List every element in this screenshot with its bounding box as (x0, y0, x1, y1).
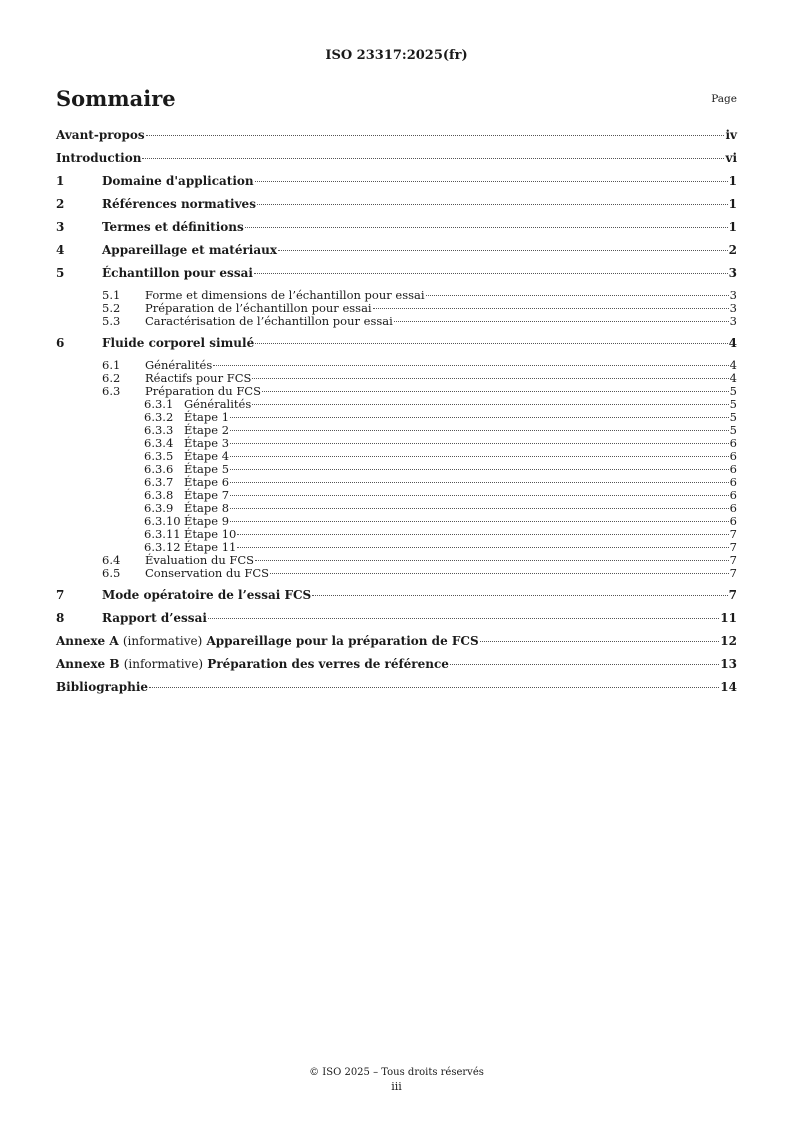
toc-entry[interactable] (56, 220, 737, 235)
toc-entry-number: 6.3.6 (144, 462, 174, 476)
dot-leader (252, 378, 728, 379)
dot-leader (245, 227, 728, 228)
toc-entry-page: 7 (729, 540, 737, 554)
toc-entry-title: Conservation du FCS (145, 566, 270, 580)
toc-entry-page: 6 (729, 436, 737, 450)
annex-title: Préparation des verres de référence (207, 657, 449, 671)
table-of-contents (56, 128, 737, 703)
toc-entry-title: Étape 6 (184, 475, 230, 489)
toc-entry-page: 1 (728, 197, 737, 211)
toc-entry-page: 4 (728, 336, 737, 350)
toc-entry-page: 1 (728, 174, 737, 188)
annex-label: Annexe B (56, 657, 120, 671)
toc-entry-page: 6 (729, 514, 737, 528)
dot-leader (237, 547, 728, 548)
toc-entry-number: 5.1 (102, 288, 121, 302)
dot-leader (262, 391, 729, 392)
document-id-header: ISO 23317:2025(fr) (325, 48, 468, 63)
dot-leader (394, 321, 729, 322)
toc-entry-title: Domaine d'application (102, 174, 254, 188)
toc-entry-title: Rapport d’essai (102, 611, 207, 625)
toc-entry-page: 3 (729, 314, 737, 328)
toc-entry-title: Préparation de l’échantillon pour essai (145, 301, 372, 315)
toc-entry-page: 7 (729, 566, 737, 580)
dot-leader (252, 404, 728, 405)
dot-leader (278, 250, 728, 251)
dot-leader (230, 469, 729, 470)
toc-entry-page: 12 (720, 634, 737, 648)
toc-entry[interactable] (56, 266, 737, 281)
toc-entry-number: 4 (56, 243, 65, 257)
toc-entry-number: 5.3 (102, 314, 121, 328)
dot-leader (146, 135, 725, 136)
toc-entry-title: Références normatives (102, 197, 256, 211)
dot-leader (255, 343, 727, 344)
toc-entry-number: 7 (56, 588, 65, 602)
toc-entry-title: Réactifs pour FCS (145, 371, 252, 385)
toc-entry-page: 6 (729, 449, 737, 463)
toc-entry[interactable] (56, 243, 737, 258)
toc-entry-number: 6.3.5 (144, 449, 174, 463)
dot-leader (208, 618, 719, 619)
dot-leader (255, 181, 728, 182)
toc-entry-number: 8 (56, 611, 65, 625)
toc-entry-number: 6.3 (102, 384, 121, 398)
toc-entry-page: 5 (729, 397, 737, 411)
toc-entry-page: 6 (729, 475, 737, 489)
toc-entry-title: Introduction (56, 151, 142, 165)
toc-entry-page: 4 (729, 358, 737, 372)
toc-entry-number: 6.3.10 (144, 514, 181, 528)
toc-entry-number: 6.3.2 (144, 410, 174, 424)
toc-entry-number: 6.5 (102, 566, 121, 580)
toc-entry[interactable] (56, 634, 737, 649)
toc-entry-title: Étape 3 (184, 436, 230, 450)
toc-entry-page: 6 (729, 501, 737, 515)
toc-entry-title: Étape 2 (184, 423, 230, 437)
toc-entry-title: Étape 5 (184, 462, 230, 476)
toc-entry-number: 6.3.9 (144, 501, 174, 515)
dot-leader (450, 664, 719, 665)
dot-leader (230, 508, 729, 509)
toc-entry-title: Évaluation du FCS (145, 553, 255, 567)
dot-leader (254, 273, 728, 274)
toc-entry-number: 6.4 (102, 553, 121, 567)
dot-leader (149, 687, 719, 688)
toc-entry-number: 6.3.3 (144, 423, 174, 437)
dot-leader (230, 443, 729, 444)
toc-entry[interactable] (56, 657, 737, 672)
toc-entry-number: 6.3.12 (144, 540, 181, 554)
dot-leader (480, 641, 720, 642)
toc-entry-page: 3 (729, 301, 737, 315)
toc-entry-number: 6.3.4 (144, 436, 174, 450)
dot-leader (230, 495, 729, 496)
toc-entry-number: 5.2 (102, 301, 121, 315)
toc-entry[interactable] (56, 197, 737, 212)
toc-entry-title: Avant-propos (56, 128, 145, 142)
toc-entry-number: 5 (56, 266, 65, 280)
toc-entry-title: Généralités (145, 358, 213, 372)
toc-entry-page: 7 (728, 588, 737, 602)
toc-entry-number: 6 (56, 336, 65, 350)
dot-leader (312, 595, 727, 596)
toc-entry-number: 1 (56, 174, 65, 188)
toc-entry-page: 4 (729, 371, 737, 385)
page-number: iii (391, 1080, 402, 1093)
toc-entry[interactable] (56, 151, 737, 166)
toc-entry-title: Étape 10 (184, 527, 237, 541)
toc-entry-number: 6.1 (102, 358, 121, 372)
toc-entry[interactable] (56, 336, 737, 351)
annex-title: Appareillage pour la préparation de FCS (206, 634, 479, 648)
dot-leader (230, 417, 729, 418)
toc-entry[interactable] (56, 680, 737, 695)
toc-entry-number: 3 (56, 220, 65, 234)
toc-entry-title: Étape 11 (184, 540, 237, 554)
toc-entry-title (56, 657, 449, 672)
toc-entry-title: Bibliographie (56, 680, 149, 694)
page-title: Sommaire (56, 86, 176, 111)
toc-entry-title: Généralités (184, 397, 252, 411)
page-footer (0, 1066, 793, 1094)
toc-entry-title: Étape 1 (184, 410, 230, 424)
toc-entry-page: 5 (729, 384, 737, 398)
toc-entry-page: 7 (729, 527, 737, 541)
dot-leader (230, 521, 729, 522)
toc-entry-page: 3 (728, 266, 737, 280)
dot-leader (373, 308, 729, 309)
toc-entry[interactable] (56, 588, 737, 603)
toc-entry-number: 6.3.11 (144, 527, 181, 541)
page-column-label: Page (711, 93, 737, 105)
toc-entry-title: Préparation du FCS (145, 384, 261, 398)
toc-entry-title: Mode opératoire de l’essai FCS (102, 588, 312, 602)
toc-entry-page: 13 (720, 657, 737, 671)
toc-entry-title: Appareillage et matériaux (102, 243, 278, 257)
toc-entry-title: Caractérisation de l’échantillon pour essai (145, 314, 393, 328)
toc-entry-number: 6.3.7 (144, 475, 174, 489)
toc-entry-page: 5 (729, 410, 737, 424)
toc-entry-title: Étape 9 (184, 514, 230, 528)
dot-leader (230, 456, 729, 457)
toc-entry[interactable] (56, 128, 737, 143)
toc-entry-page: iv (725, 128, 737, 142)
toc-entry-page: 6 (729, 462, 737, 476)
dot-leader (237, 534, 728, 535)
toc-entry[interactable] (56, 315, 737, 328)
toc-entry-title (56, 634, 479, 649)
dot-leader (142, 158, 724, 159)
toc-entry-page: vi (725, 151, 737, 165)
dot-leader (213, 365, 728, 366)
toc-entry-title: Étape 7 (184, 488, 230, 502)
dot-leader (270, 573, 729, 574)
toc-entry-title: Étape 4 (184, 449, 230, 463)
dot-leader (230, 430, 729, 431)
annex-note: (informative) (123, 657, 204, 671)
annex-note: (informative) (122, 634, 203, 648)
toc-entry-number: 2 (56, 197, 65, 211)
dot-leader (426, 295, 729, 296)
toc-entry-title: Fluide corporel simulé (102, 336, 255, 350)
toc-entry[interactable] (56, 611, 737, 626)
annex-label: Annexe A (56, 634, 119, 648)
toc-entry-title: Échantillon pour essai (102, 266, 253, 280)
dot-leader (230, 482, 729, 483)
toc-entry[interactable] (56, 567, 737, 580)
toc-entry-title: Termes et définitions (102, 220, 244, 234)
toc-entry-page: 14 (720, 680, 737, 694)
toc-entry-number: 6.3.8 (144, 488, 174, 502)
copyright-notice: © ISO 2025 – Tous droits réservés (309, 1067, 484, 1078)
toc-entry-title: Forme et dimensions de l’échantillon pour essai (145, 288, 425, 302)
toc-entry-number: 6.2 (102, 371, 121, 385)
dot-leader (255, 560, 729, 561)
dot-leader (257, 204, 728, 205)
toc-entry-title: Étape 8 (184, 501, 230, 515)
toc-entry-page: 1 (728, 220, 737, 234)
toc-entry-page: 6 (729, 488, 737, 502)
title-row (56, 86, 737, 112)
toc-entry-page: 2 (728, 243, 737, 257)
toc-entry-page: 5 (729, 423, 737, 437)
toc-entry-number: 6.3.1 (144, 397, 174, 411)
toc-entry[interactable] (56, 174, 737, 189)
toc-entry-page: 11 (720, 611, 737, 625)
toc-entry-page: 7 (729, 553, 737, 567)
toc-entry-page: 3 (729, 288, 737, 302)
